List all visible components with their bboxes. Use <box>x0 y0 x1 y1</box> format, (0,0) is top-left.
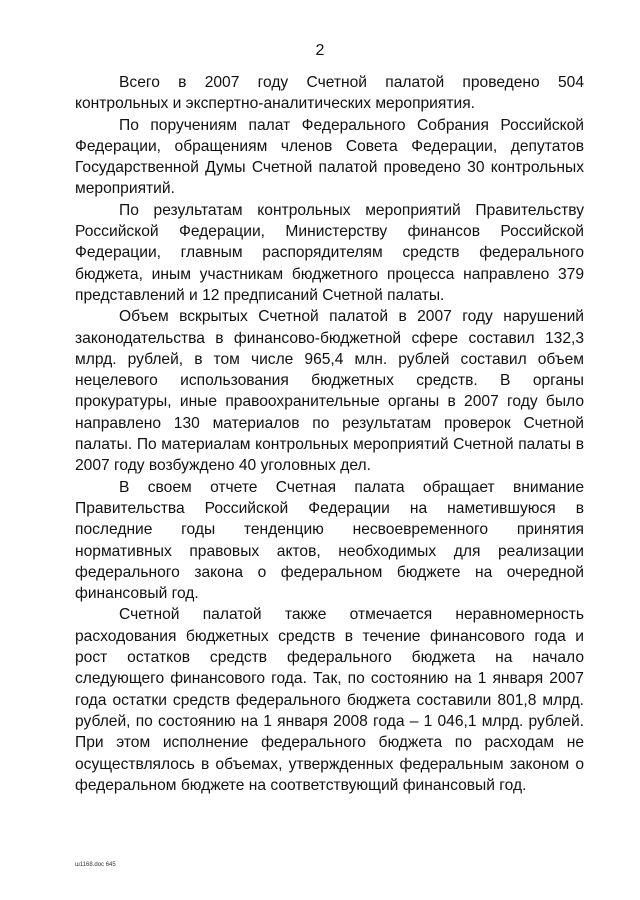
paragraph-regulatory-acts: В своем отчете Счетная палата обращает внимание Правительства Российской Федерации на наметившуюся в последние годы тенденцию несвоевременного принятия нормативных правовых актов, необходимых для реализации федерального закона о федеральном бюджете на очередной финансовый год. <box>75 478 584 603</box>
document-body <box>75 72 584 796</box>
paragraph-representations: По результатам контрольных мероприятий Правительству Российской Федерации, Министерству финансов Российской Федерации, главным распорядителям средств федерального бюджета, иным участникам бюджетного процесса направлено 379 представлений и 12 предписаний Счетной палаты. <box>75 201 584 304</box>
paragraph-total-events: Всего в 2007 году Счетной палатой проведено 504 контрольных и экспертно-аналитических мероприятия. <box>75 74 584 113</box>
paragraph-parliament-requests: По поручениям палат Федерального Собрания Российской Федерации, обращениям членов Совета Федерации, депутатов Государственной Думы Счетной палатой проведено 30 контрольных мероприятий. <box>75 116 584 198</box>
paragraph-violations: Объем вскрытых Счетной палатой в 2007 году нарушений законодательства в финансово-бюджетной сфере составил 132,3 млрд. рублей, в том числе 965,4 млн. рублей составил объем нецелевого использования бюджетных средств. В органы прокуратуры, иные правоохранительные органы в 2007 году было направлено 130 материалов по результатам проверок Счетной палаты. По материалам контрольных мероприятий Счетной палаты в 2007 году возбуждено 40 уголовных дел. <box>75 308 584 475</box>
paragraph-budget-balances: Счетной палатой также отмечается неравномерность расходования бюджетных средств в течение финансового года и рост остатков средств федерального бюджета на начало следующего финансового года. Так, по состоянию на 1 января 2007 года остатки средств федерального бюджета составили 801,8 млрд. рублей, по состоянию на 1 января 2008 года – 1 046,1 млрд. рублей. При этом исполнение федерального бюджета по расходам не осуществлялось в объемах, утвержденных федеральным законом о федеральном бюджете на соответствующий финансовый год. <box>75 606 584 794</box>
footer-file-reference: ш1168.doc 645 <box>75 862 116 868</box>
page-number: 2 <box>315 42 325 59</box>
